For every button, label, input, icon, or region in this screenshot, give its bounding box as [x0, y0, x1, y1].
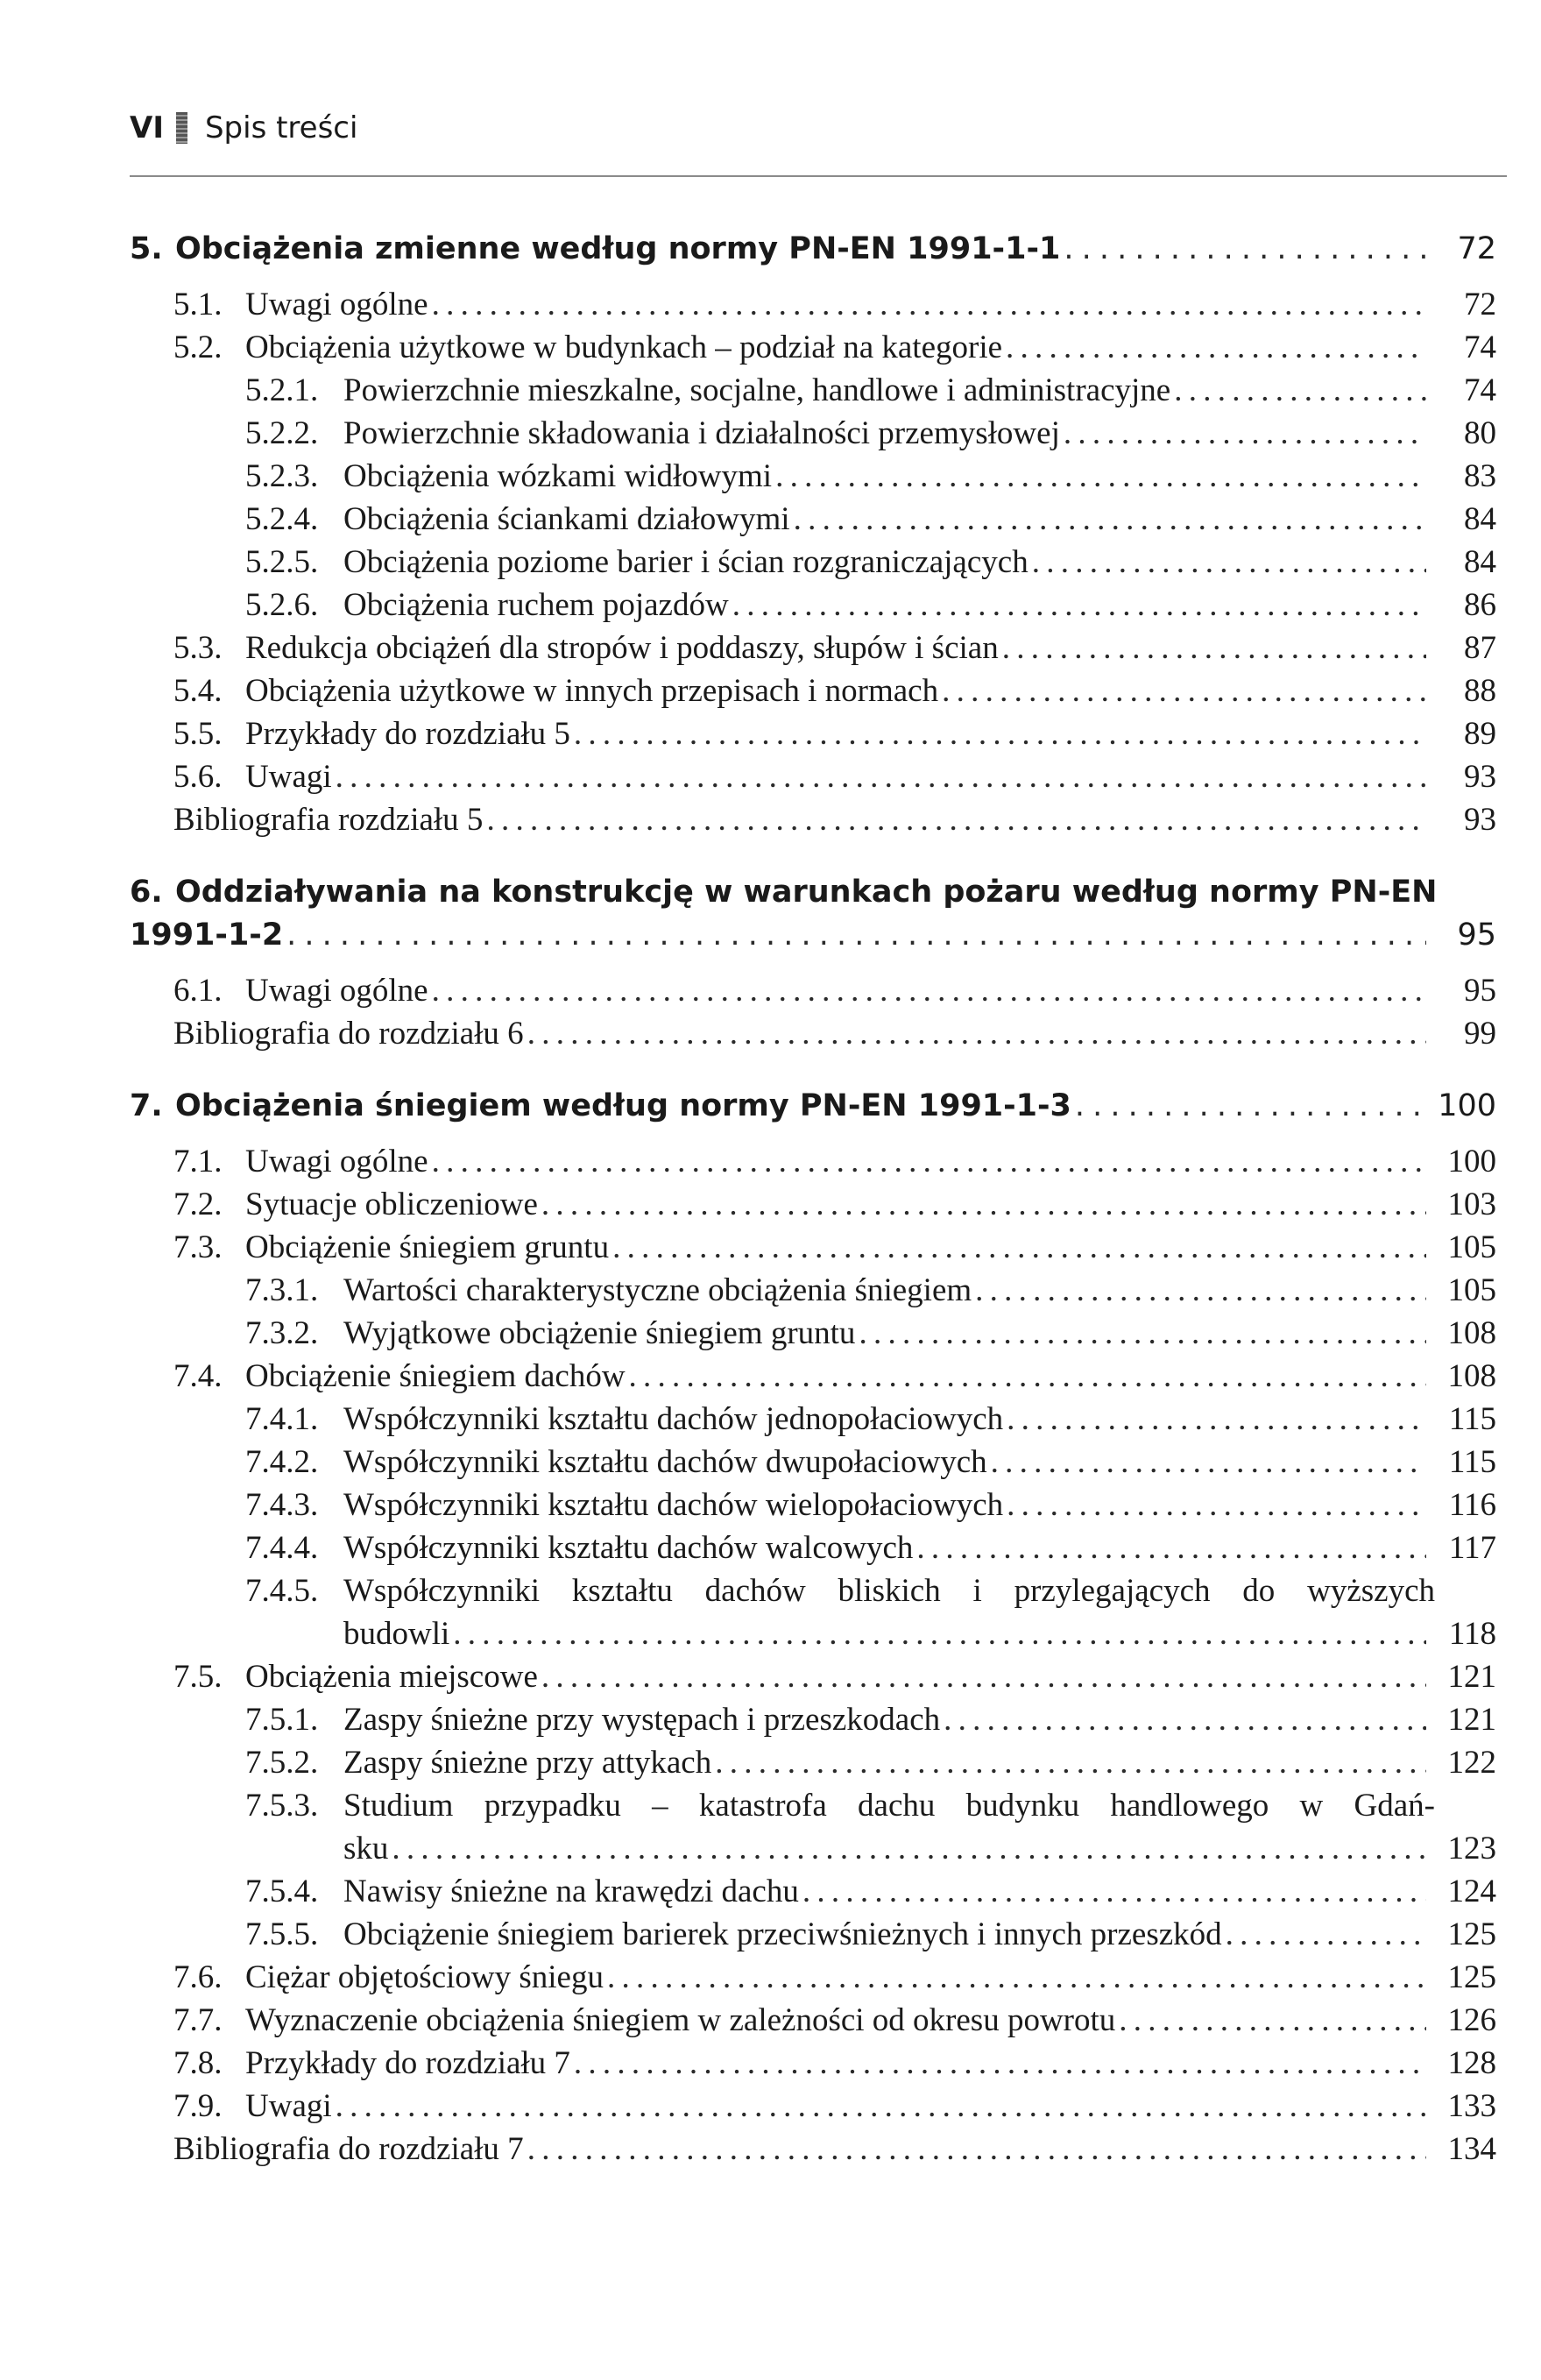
toc-title: Studium przypadku – katastrofa dachu budynku handlowego w Gdań-: [343, 1788, 1435, 1824]
toc-number: 7.4.1.: [245, 1401, 319, 1437]
toc-title: Przykłady do rozdziału 7: [245, 2045, 570, 2081]
toc-entry-5-5[interactable]: [130, 712, 1496, 755]
toc-title-continued: budowli: [343, 1616, 450, 1652]
toc-number: 6.1.: [173, 973, 223, 1009]
toc-leader: [527, 1012, 1426, 1055]
toc-leader: [286, 914, 1426, 957]
toc-number: 7.3.: [173, 1229, 223, 1265]
toc-entry-7-5-3-line1[interactable]: [130, 1784, 1496, 1827]
toc-number: 7.5.: [173, 1659, 223, 1695]
toc-entry-5-1[interactable]: [130, 283, 1496, 326]
toc-number: 5.2.2.: [245, 415, 319, 451]
toc-title: Obciążenie śniegiem barierek przeciwśnieżnych i innych przeszkód: [343, 1916, 1222, 1952]
toc-title: Obciążenia ściankami działowymi: [343, 501, 790, 537]
toc-number: 7.5.5.: [245, 1916, 319, 1952]
toc-title: Uwagi: [245, 759, 332, 795]
toc-title: Powierzchnie mieszkalne, socjalne, handlowe i administracyjne: [343, 372, 1171, 408]
toc-page: 84: [1464, 544, 1496, 580]
toc-title: Zaspy śnieżne przy attykach: [343, 1745, 712, 1781]
toc-entry-7-4-4[interactable]: [130, 1526, 1496, 1569]
toc-leader: [1075, 1085, 1426, 1128]
toc-title: Wyznaczenie obciążenia śniegiem w zależności od okresu powrotu: [245, 2002, 1116, 2038]
toc-chapter-7[interactable]: [130, 1085, 1496, 1128]
toc-title: Obciążenia ruchem pojazdów: [343, 587, 729, 623]
toc-page: 86: [1464, 587, 1496, 623]
toc-page: 74: [1464, 372, 1496, 408]
toc-entry-7-4-2[interactable]: [130, 1441, 1496, 1484]
toc-number: 7.9.: [173, 2088, 223, 2124]
toc-entry-7-4[interactable]: [130, 1355, 1496, 1398]
toc-entry-5-6[interactable]: [130, 755, 1496, 798]
toc-entry-7-2[interactable]: [130, 1183, 1496, 1226]
toc-entry-7-7[interactable]: [130, 1999, 1496, 2042]
toc-title: Obciążenia miejscowe: [245, 1659, 538, 1695]
toc-leader: [607, 1956, 1426, 1999]
toc-leader: [1002, 627, 1426, 669]
toc-entry-7-4-5-line1[interactable]: [130, 1569, 1496, 1612]
toc-leader: [453, 1612, 1426, 1655]
toc-entry-5-2-6[interactable]: [130, 584, 1496, 627]
toc-title: Bibliografia rozdziału 5: [173, 802, 484, 838]
toc-number: 7.4.: [173, 1358, 223, 1394]
toc-page: 88: [1464, 673, 1496, 709]
toc-page: 108: [1447, 1315, 1496, 1351]
toc-title: Wyjątkowe obciążenie śniegiem gruntu: [343, 1315, 856, 1351]
toc-page: 121: [1447, 1659, 1496, 1695]
toc-page: 126: [1447, 2002, 1496, 2038]
toc-title: Współczynniki kształtu dachów walcowych: [343, 1530, 914, 1566]
toc-page: 72: [1464, 287, 1496, 322]
toc-entry-5-2-5[interactable]: [130, 541, 1496, 584]
toc-bibliography-7[interactable]: [130, 2128, 1496, 2171]
toc-number: 5.4.: [173, 673, 223, 709]
page-number: VI: [130, 110, 164, 145]
toc-leader: [574, 712, 1426, 755]
toc-entry-7-9[interactable]: [130, 2085, 1496, 2128]
toc-entry-5-2[interactable]: [130, 326, 1496, 369]
toc-title: Współczynniki kształtu dachów jednopołaciowych: [343, 1401, 1004, 1437]
toc-entry-7-3-2[interactable]: [130, 1312, 1496, 1355]
toc-title: Uwagi ogólne: [245, 973, 428, 1009]
toc-page: 117: [1448, 1530, 1496, 1566]
toc-page: 74: [1464, 329, 1496, 365]
toc-leader: [916, 1526, 1426, 1569]
toc-number: 7.4.5.: [245, 1573, 319, 1609]
header-rule: [130, 175, 1507, 177]
toc-number: 7.5.4.: [245, 1874, 319, 1909]
toc-leader: [1064, 412, 1426, 455]
toc-entry-7-5-1[interactable]: [130, 1698, 1496, 1741]
toc-title: Współczynniki kształtu dachów dwupołaciowych: [343, 1444, 987, 1480]
toc-title: Obciążenie śniegiem dachów: [245, 1358, 626, 1394]
toc-number: 7.4.4.: [245, 1530, 319, 1566]
toc-number: 5.1.: [173, 287, 223, 322]
toc-leader: [975, 1269, 1426, 1312]
toc-number: 5.5.: [173, 716, 223, 752]
toc-entry-7-5[interactable]: [130, 1655, 1496, 1698]
toc-page: 133: [1447, 2088, 1496, 2124]
toc-entry-7-1[interactable]: [130, 1140, 1496, 1183]
toc-title: Obciążenia użytkowe w budynkach – podział na kategorie: [245, 329, 1003, 365]
toc-title: Obciążenia śniegiem według normy PN-EN 1991-1-3: [175, 1088, 1071, 1123]
toc-page: 105: [1447, 1229, 1496, 1265]
toc-leader: [336, 755, 1426, 798]
toc-number: 7.6.: [173, 1959, 223, 1995]
toc-leader: [432, 1140, 1426, 1183]
toc-leader: [942, 669, 1426, 712]
toc-title: Uwagi ogólne: [245, 1144, 428, 1179]
toc-leader: [629, 1355, 1426, 1398]
toc-entry-7-8[interactable]: [130, 2042, 1496, 2085]
toc-entry-5-4[interactable]: [130, 669, 1496, 712]
toc-number: 7.7.: [173, 2002, 223, 2038]
toc-leader: [432, 969, 1426, 1012]
toc-entry-7-4-3[interactable]: [130, 1484, 1496, 1526]
toc-leader: [1119, 1999, 1426, 2042]
toc-leader: [541, 1655, 1426, 1698]
toc-leader: [336, 2085, 1426, 2128]
toc-bibliography-5[interactable]: [130, 798, 1496, 841]
toc-leader: [794, 498, 1426, 541]
toc-leader: [612, 1226, 1426, 1269]
toc-page: 134: [1447, 2131, 1496, 2167]
toc-number: 5.2.6.: [245, 587, 319, 623]
toc-leader: [541, 1183, 1426, 1226]
toc-number: 7.2.: [173, 1186, 223, 1222]
toc-leader: [527, 2128, 1426, 2171]
toc-title: Oddziaływania na konstrukcję w warunkach pożaru według normy PN-EN: [175, 875, 1438, 910]
toc-title: Uwagi: [245, 2088, 332, 2124]
toc-number: 5.: [130, 231, 163, 266]
toc-leader: [432, 283, 1426, 326]
toc-leader: [715, 1741, 1426, 1784]
toc-number: 5.6.: [173, 759, 223, 795]
toc-number: 7.8.: [173, 2045, 223, 2081]
toc-number: 7.: [130, 1088, 163, 1123]
toc-leader: [775, 455, 1426, 498]
toc-bibliography-6[interactable]: [130, 1012, 1496, 1055]
toc-number: 5.2.4.: [245, 501, 319, 537]
toc-number: 5.2.: [173, 329, 223, 365]
toc-leader: [1007, 1484, 1426, 1526]
toc-leader: [1064, 228, 1426, 271]
toc-page: 72: [1457, 231, 1496, 266]
toc-leader: [944, 1698, 1426, 1741]
toc-title: Obciążenia zmienne według normy PN-EN 1991-1-1: [175, 231, 1061, 266]
toc-leader: [486, 798, 1426, 841]
toc-title: Bibliografia do rozdziału 7: [173, 2131, 524, 2167]
toc-title: Ciężar objętościowy śniegu: [245, 1959, 604, 1995]
toc-page: 116: [1448, 1487, 1496, 1523]
toc-title-continued: sku: [343, 1831, 389, 1866]
toc-page: 105: [1447, 1272, 1496, 1308]
toc-page: 93: [1464, 759, 1496, 795]
toc-number: 6.: [130, 875, 163, 910]
toc-title: Nawisy śnieżne na krawędzi dachu: [343, 1874, 799, 1909]
running-title: Spis treści: [204, 110, 358, 145]
toc-leader: [1174, 369, 1426, 412]
toc-title: Sytuacje obliczeniowe: [245, 1186, 538, 1222]
toc-title: Bibliografia do rozdziału 6: [173, 1016, 524, 1052]
toc-page: 108: [1447, 1358, 1496, 1394]
toc-page: 121: [1447, 1702, 1496, 1738]
toc-number: 5.2.3.: [245, 458, 319, 494]
toc-page: 84: [1464, 501, 1496, 537]
toc-chapter-6-line1[interactable]: [130, 871, 1496, 914]
toc-entry-7-5-5[interactable]: [130, 1913, 1496, 1956]
toc-leader: [802, 1870, 1426, 1913]
toc-leader: [991, 1441, 1426, 1484]
toc-entry-5-2-2[interactable]: [130, 412, 1496, 455]
toc-entry-7-3[interactable]: [130, 1226, 1496, 1269]
toc-title: Redukcja obciążeń dla stropów i poddaszy, słupów i ścian: [245, 630, 999, 666]
toc-title: Obciążenia wózkami widłowymi: [343, 458, 773, 494]
toc-page: 125: [1447, 1959, 1496, 1995]
toc-number: 7.4.2.: [245, 1444, 319, 1480]
toc-number: 7.5.2.: [245, 1745, 319, 1781]
toc-entry-7-6[interactable]: [130, 1956, 1496, 1999]
toc-chapter-6-line2[interactable]: [130, 914, 1496, 957]
toc-page: 100: [1438, 1088, 1496, 1123]
toc-entry-7-5-3-line2[interactable]: [130, 1827, 1496, 1870]
toc-page: 115: [1448, 1444, 1496, 1480]
toc-leader: [574, 2042, 1426, 2085]
toc-page: 80: [1464, 415, 1496, 451]
toc-entry-7-5-2[interactable]: [130, 1741, 1496, 1784]
toc-title: Powierzchnie składowania i działalności przemysłowej: [343, 415, 1060, 451]
toc-number: 7.3.2.: [245, 1315, 319, 1351]
toc-page: 99: [1464, 1016, 1496, 1052]
toc-number: 5.2.5.: [245, 544, 319, 580]
toc-page: 124: [1447, 1874, 1496, 1909]
toc-page: 95: [1464, 973, 1496, 1009]
toc-title: Uwagi ogólne: [245, 287, 428, 322]
toc-title-continued: 1991-1-2: [130, 917, 284, 953]
toc-page: 122: [1447, 1745, 1496, 1781]
toc-leader: [732, 584, 1426, 627]
toc-entry-5-2-4[interactable]: [130, 498, 1496, 541]
running-header: [130, 110, 357, 145]
toc-entry-7-4-1[interactable]: [130, 1398, 1496, 1441]
toc-page: 83: [1464, 458, 1496, 494]
toc-number: 5.3.: [173, 630, 223, 666]
toc-leader: [1006, 326, 1426, 369]
toc-leader: [1226, 1913, 1426, 1956]
toc-entry-5-2-1[interactable]: [130, 369, 1496, 412]
toc-entry-7-4-5-line2[interactable]: [130, 1612, 1496, 1655]
toc-title: Wartości charakterystyczne obciążenia śniegiem: [343, 1272, 972, 1308]
toc-title: Współczynniki kształtu dachów wielopołaciowych: [343, 1487, 1004, 1523]
toc-leader: [392, 1827, 1426, 1870]
toc-page: 125: [1447, 1916, 1496, 1952]
toc-page: 89: [1464, 716, 1496, 752]
toc-entry-5-3[interactable]: [130, 627, 1496, 669]
table-of-contents: [130, 228, 1496, 2171]
toc-page: 115: [1448, 1401, 1496, 1437]
toc-page: 103: [1447, 1186, 1496, 1222]
toc-page: 93: [1464, 802, 1496, 838]
toc-leader: [1032, 541, 1426, 584]
toc-entry-5-2-3[interactable]: [130, 455, 1496, 498]
toc-title: Współczynniki kształtu dachów bliskich i przylegających do wyższych: [343, 1573, 1435, 1609]
toc-leader: [1007, 1398, 1426, 1441]
toc-title: Obciążenia poziome barier i ścian rozgraniczających: [343, 544, 1029, 580]
toc-number: 7.4.3.: [245, 1487, 319, 1523]
toc-page: 128: [1447, 2045, 1496, 2081]
toc-number: 7.5.1.: [245, 1702, 319, 1738]
toc-number: 7.5.3.: [245, 1788, 319, 1824]
toc-page: 100: [1447, 1144, 1496, 1179]
toc-page: 95: [1457, 917, 1496, 953]
toc-chapter-5[interactable]: [130, 228, 1496, 271]
header-separator-block: [176, 112, 187, 144]
toc-entry-6-1[interactable]: [130, 969, 1496, 1012]
toc-title: Przykłady do rozdziału 5: [245, 716, 570, 752]
toc-entry-7-3-1[interactable]: [130, 1269, 1496, 1312]
toc-page: 87: [1464, 630, 1496, 666]
toc-entry-7-5-4[interactable]: [130, 1870, 1496, 1913]
toc-title: Obciążenia użytkowe w innych przepisach i normach: [245, 673, 939, 709]
toc-page: 123: [1447, 1831, 1496, 1866]
toc-number: 7.1.: [173, 1144, 223, 1179]
toc-number: 5.2.1.: [245, 372, 319, 408]
toc-number: 7.3.1.: [245, 1272, 319, 1308]
toc-title: Obciążenie śniegiem gruntu: [245, 1229, 610, 1265]
toc-page: 118: [1448, 1616, 1496, 1652]
toc-title: Zaspy śnieżne przy występach i przeszkodach: [343, 1702, 941, 1738]
toc-leader: [859, 1312, 1426, 1355]
